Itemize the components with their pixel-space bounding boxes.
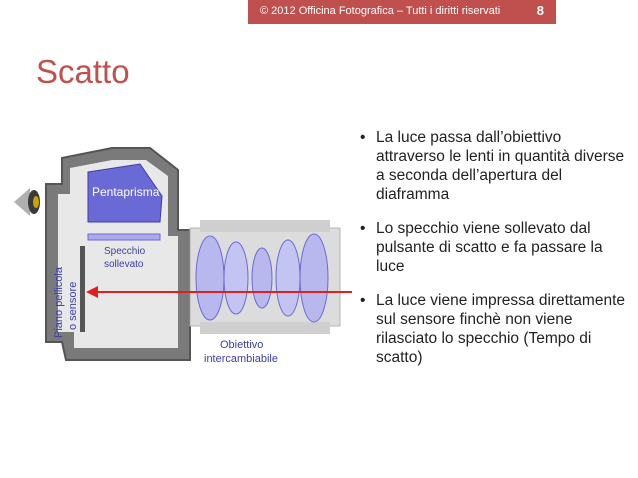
raised-mirror	[88, 234, 160, 240]
film-plane-label-1: Piano pellicola	[53, 267, 65, 338]
header-bar	[248, 0, 556, 24]
mirror-label-1: Specchio	[104, 246, 146, 257]
lens-label-2: intercambiabile	[204, 353, 278, 365]
bullet-text: Lo specchio viene sollevato dal pulsante di scatto e fa passare la luce	[376, 220, 603, 275]
copyright-text: © 2012 Officina Fotografica – Tutti i diritti riservati	[260, 5, 501, 17]
lens-label-1: Obiettivo	[220, 339, 264, 351]
mirror-label-2: sollevato	[104, 259, 144, 270]
camera-diagram	[0, 120, 360, 400]
bullet-item: • La luce passa dall’obiettivo attraverso le lenti in quantità diverse a seconda dell’apertura del diaframma	[360, 129, 625, 203]
pentaprism-label: Pentaprisma	[92, 185, 160, 199]
bullet-text: La luce passa dall’obiettivo attraverso le lenti in quantità diverse a seconda dell’apertura del diaframma	[376, 129, 625, 203]
slide-title: Scatto	[36, 53, 130, 90]
bullet-item: • La luce viene impressa direttamente sul sensore finchè non viene rilasciato lo specchio (Tempo di scatto)	[360, 292, 625, 366]
eye-icon	[14, 188, 40, 216]
bullet-text: La luce viene impressa direttamente sul sensore finchè non viene rilasciato lo specchio (Tempo di scatto)	[376, 292, 625, 366]
film-plane-label-2: o sensore	[67, 281, 79, 330]
bullet-item: • Lo specchio viene sollevato dal pulsante di scatto e fa passare la luce	[360, 220, 603, 275]
page-number: 8	[536, 3, 544, 18]
sensor-plane	[80, 246, 85, 332]
bullet-list	[356, 128, 626, 382]
lens-barrel	[190, 220, 340, 334]
